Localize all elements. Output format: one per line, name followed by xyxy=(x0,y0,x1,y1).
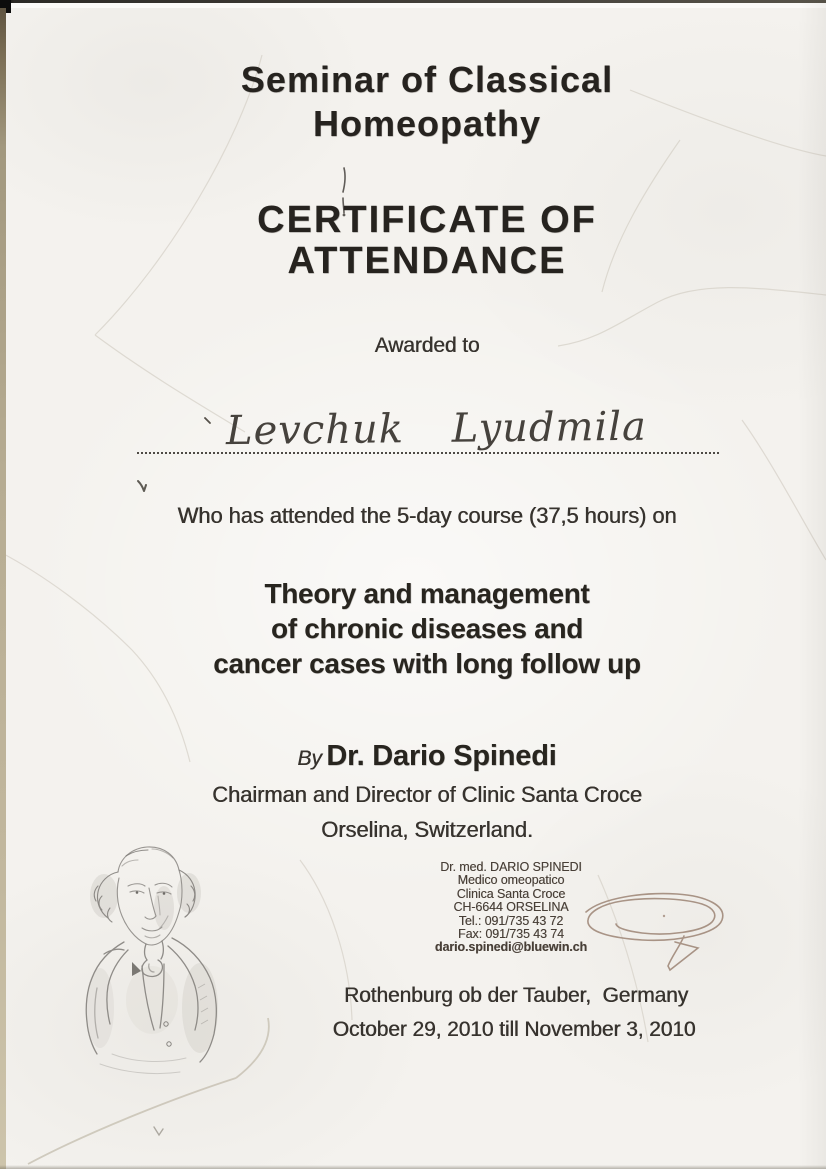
signature-dotted-line xyxy=(137,452,719,454)
certificate-heading xyxy=(14,200,826,282)
lecturer-title-text: Chairman and Director of Clinic Santa Croce xyxy=(212,782,642,807)
course-title xyxy=(14,576,826,681)
date-range-text: October 29, 2010 till November 3, 2010 xyxy=(332,1018,696,1041)
stamp-line-address: CH-6644 ORSELINA xyxy=(453,900,569,915)
stamp-line-tel: Tel.: 091/735 43 72 xyxy=(458,913,564,928)
course-title-line3: cancer cases with long follow up xyxy=(213,648,641,679)
course-intro-text: Who has attended the 5-day course (37,5 hours) on xyxy=(177,503,677,528)
by-label: By xyxy=(297,747,322,770)
scan-left-edge xyxy=(0,8,6,1169)
lecturer-location-text: Orselina, Switzerland. xyxy=(321,817,533,842)
stamp-line-clinic: Clinica Santa Croce xyxy=(456,886,566,901)
stamp-line-email: dario.spinedi@bluewin.ch xyxy=(434,940,588,955)
seminar-title-line2: Homeopathy xyxy=(312,103,542,144)
venue-text: Rothenburg ob der Tauber, Germany xyxy=(343,984,689,1007)
stamp-line-fax: Fax: 091/735 43 74 xyxy=(458,927,564,942)
faint-v-mark xyxy=(152,1125,166,1139)
scan-top-gap xyxy=(0,3,826,8)
course-title-line2: of chronic diseases and xyxy=(270,613,584,644)
seminar-title xyxy=(14,58,826,146)
course-title-line1: Theory and management xyxy=(264,578,590,609)
recipient-name-handwritten: Levchuk Lyudmila xyxy=(225,403,648,455)
stamp-line-name: Dr. med. DARIO SPINEDI xyxy=(440,860,582,874)
certificate-heading-line1: CERTIFICATE OF xyxy=(257,199,597,241)
awarded-to-label: Awarded to xyxy=(374,334,480,357)
scan-right-shade xyxy=(798,0,826,1169)
scan-bottom-shadow xyxy=(0,1165,826,1169)
stray-ink-mark xyxy=(136,479,148,493)
certificate-heading-line2: ATTENDANCE xyxy=(287,240,567,282)
hahnemann-portrait-sketch xyxy=(52,838,247,1083)
stamp-line-profession: Medico omeopatico xyxy=(457,873,565,888)
spinedi-signature xyxy=(572,882,742,977)
lecturer-name: Dr. Dario Spinedi xyxy=(326,740,557,772)
seminar-title-line1: Seminar of Classical xyxy=(240,59,614,100)
lecturer-by-line xyxy=(14,740,826,773)
